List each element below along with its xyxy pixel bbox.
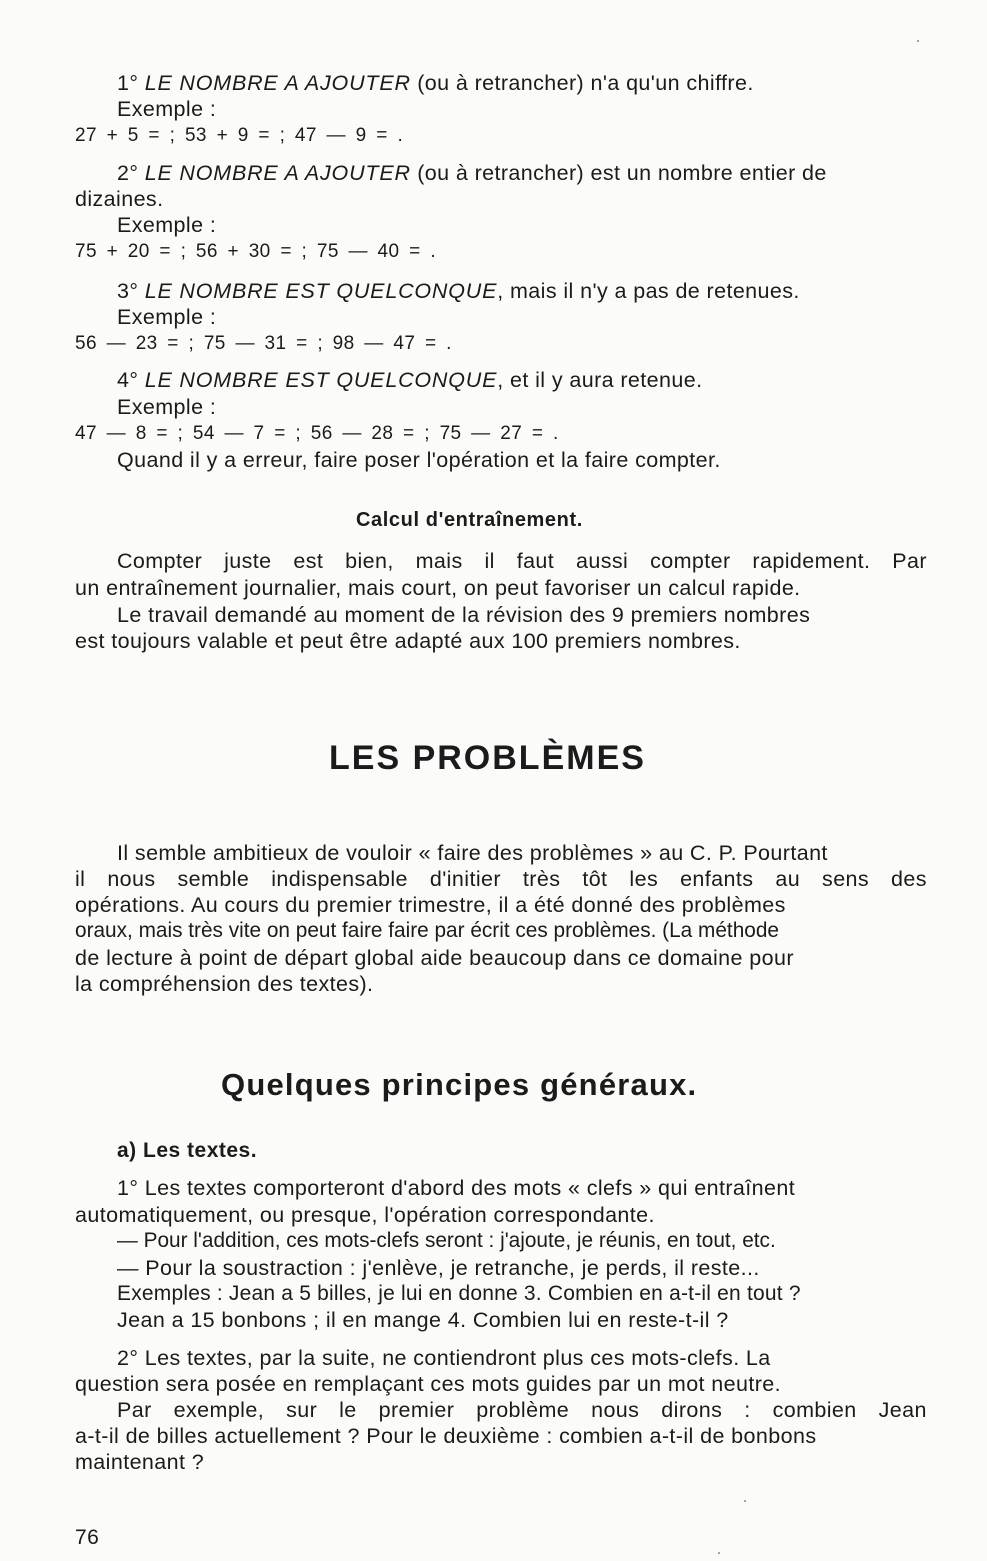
principes-heading: Quelques principes généraux.: [221, 1067, 698, 1102]
item-3-number: 3°: [117, 279, 139, 303]
problemes-line-1: Il semble ambitieux de vouloir « faire des problèmes » au C. P. Pourtant: [117, 841, 828, 865]
principes-p3-line-3: maintenant ?: [75, 1450, 205, 1474]
problemes-line-4: oraux, mais très vite on peut faire faire par écrit ces problèmes. (La méthode: [75, 919, 779, 942]
item-4-number: 4°: [117, 368, 139, 392]
calcul-line-3: Le travail demandé au moment de la révision des 9 premiers nombres: [117, 603, 811, 627]
error-note: Quand il y a erreur, faire poser l'opération et la faire compter.: [117, 448, 721, 472]
principes-p2-line-1: 2° Les textes, par la suite, ne contiendront plus ces mots-clefs. La: [117, 1346, 771, 1370]
item-2-key: LE NOMBRE A AJOUTER: [144, 161, 411, 185]
principes-p2-line-2: question sera posée en remplaçant ces mots guides par un mot neutre.: [75, 1372, 782, 1396]
scan-speck: [744, 1500, 746, 1502]
scan-speck: [917, 40, 919, 42]
item-4-text: , et il y aura retenue.: [497, 368, 703, 392]
example-2-label: Exemple :: [117, 213, 217, 237]
principes-p1-line-6: Jean a 15 bonbons ; il en mange 4. Combien lui en reste-t-il ?: [117, 1308, 729, 1332]
example-4-exercises: 47 — 8 = ; 54 — 7 = ; 56 — 28 = ; 75 — 27 = .: [75, 423, 559, 444]
problemes-heading: LES PROBLÈMES: [329, 739, 646, 777]
principes-p3-line-1: Par exemple, sur le premier problème nous dirons : combien Jean: [117, 1398, 927, 1422]
principes-p1-line-3: — Pour l'addition, ces mots-clefs seront : j'ajoute, je réunis, en tout, etc.: [117, 1229, 776, 1252]
item-3-text: , mais il n'y a pas de retenues.: [497, 279, 800, 303]
calcul-heading: Calcul d'entraînement.: [356, 509, 583, 531]
example-1-label: Exemple :: [117, 97, 217, 121]
item-1-number: 1°: [117, 71, 139, 95]
problemes-line-2: il nous semble indispensable d'initier très tôt les enfants au sens des: [75, 867, 927, 891]
item-1: [117, 70, 754, 96]
example-3-exercises: 56 — 23 = ; 75 — 31 = ; 98 — 47 = .: [75, 333, 452, 354]
example-1-exercises: 27 + 5 = ; 53 + 9 = ; 47 — 9 = .: [75, 125, 404, 146]
problemes-line-6: la compréhension des textes).: [75, 972, 374, 996]
item-2-text: (ou à retrancher) est un nombre entier de: [417, 161, 827, 185]
item-2: [117, 160, 827, 186]
item-3-key: LE NOMBRE EST QUELCONQUE: [144, 279, 498, 303]
principes-p1-line-5: Exemples : Jean a 5 billes, je lui en donne 3. Combien en a-t-il en tout ?: [117, 1282, 801, 1305]
example-4-label: Exemple :: [117, 395, 217, 419]
item-4-key: LE NOMBRE EST QUELCONQUE: [144, 368, 498, 392]
example-2-exercises: 75 + 20 = ; 56 + 30 = ; 75 — 40 = .: [75, 241, 437, 262]
page-content: [75, 0, 927, 1561]
principes-p1-line-4: — Pour la soustraction : j'enlève, je retranche, je perds, il reste...: [117, 1256, 760, 1280]
calcul-line-4: est toujours valable et peut être adapté aux 100 premiers nombres.: [75, 629, 741, 653]
page-number: 76: [75, 1526, 100, 1549]
principes-p1-line-2: automatiquement, ou presque, l'opération correspondante.: [75, 1203, 655, 1227]
principes-p1-line-1: 1° Les textes comporteront d'abord des mots « clefs » qui entraînent: [117, 1176, 796, 1200]
principes-p3-line-2: a-t-il de billes actuellement ? Pour le deuxième : combien a-t-il de bonbons: [75, 1424, 817, 1448]
scan-speck: [718, 1552, 720, 1554]
item-2-number: 2°: [117, 161, 139, 185]
calcul-line-1: Compter juste est bien, mais il faut aussi compter rapidement. Par: [117, 549, 927, 573]
item-4: [117, 367, 702, 393]
item-1-text: (ou à retrancher) n'a qu'un chiffre.: [417, 71, 754, 95]
problemes-line-3: opérations. Au cours du premier trimestre, il a été donné des problèmes: [75, 893, 786, 917]
item-1-key: LE NOMBRE A AJOUTER: [144, 71, 411, 95]
item-3: [117, 278, 800, 304]
calcul-line-2: un entraînement journalier, mais court, on peut favoriser un calcul rapide.: [75, 576, 801, 600]
subsection-a-heading: a) Les textes.: [117, 1139, 258, 1162]
example-3-label: Exemple :: [117, 305, 217, 329]
item-2-continuation: dizaines.: [75, 187, 164, 211]
problemes-line-5: de lecture à point de départ global aide beaucoup dans ce domaine pour: [75, 946, 794, 970]
